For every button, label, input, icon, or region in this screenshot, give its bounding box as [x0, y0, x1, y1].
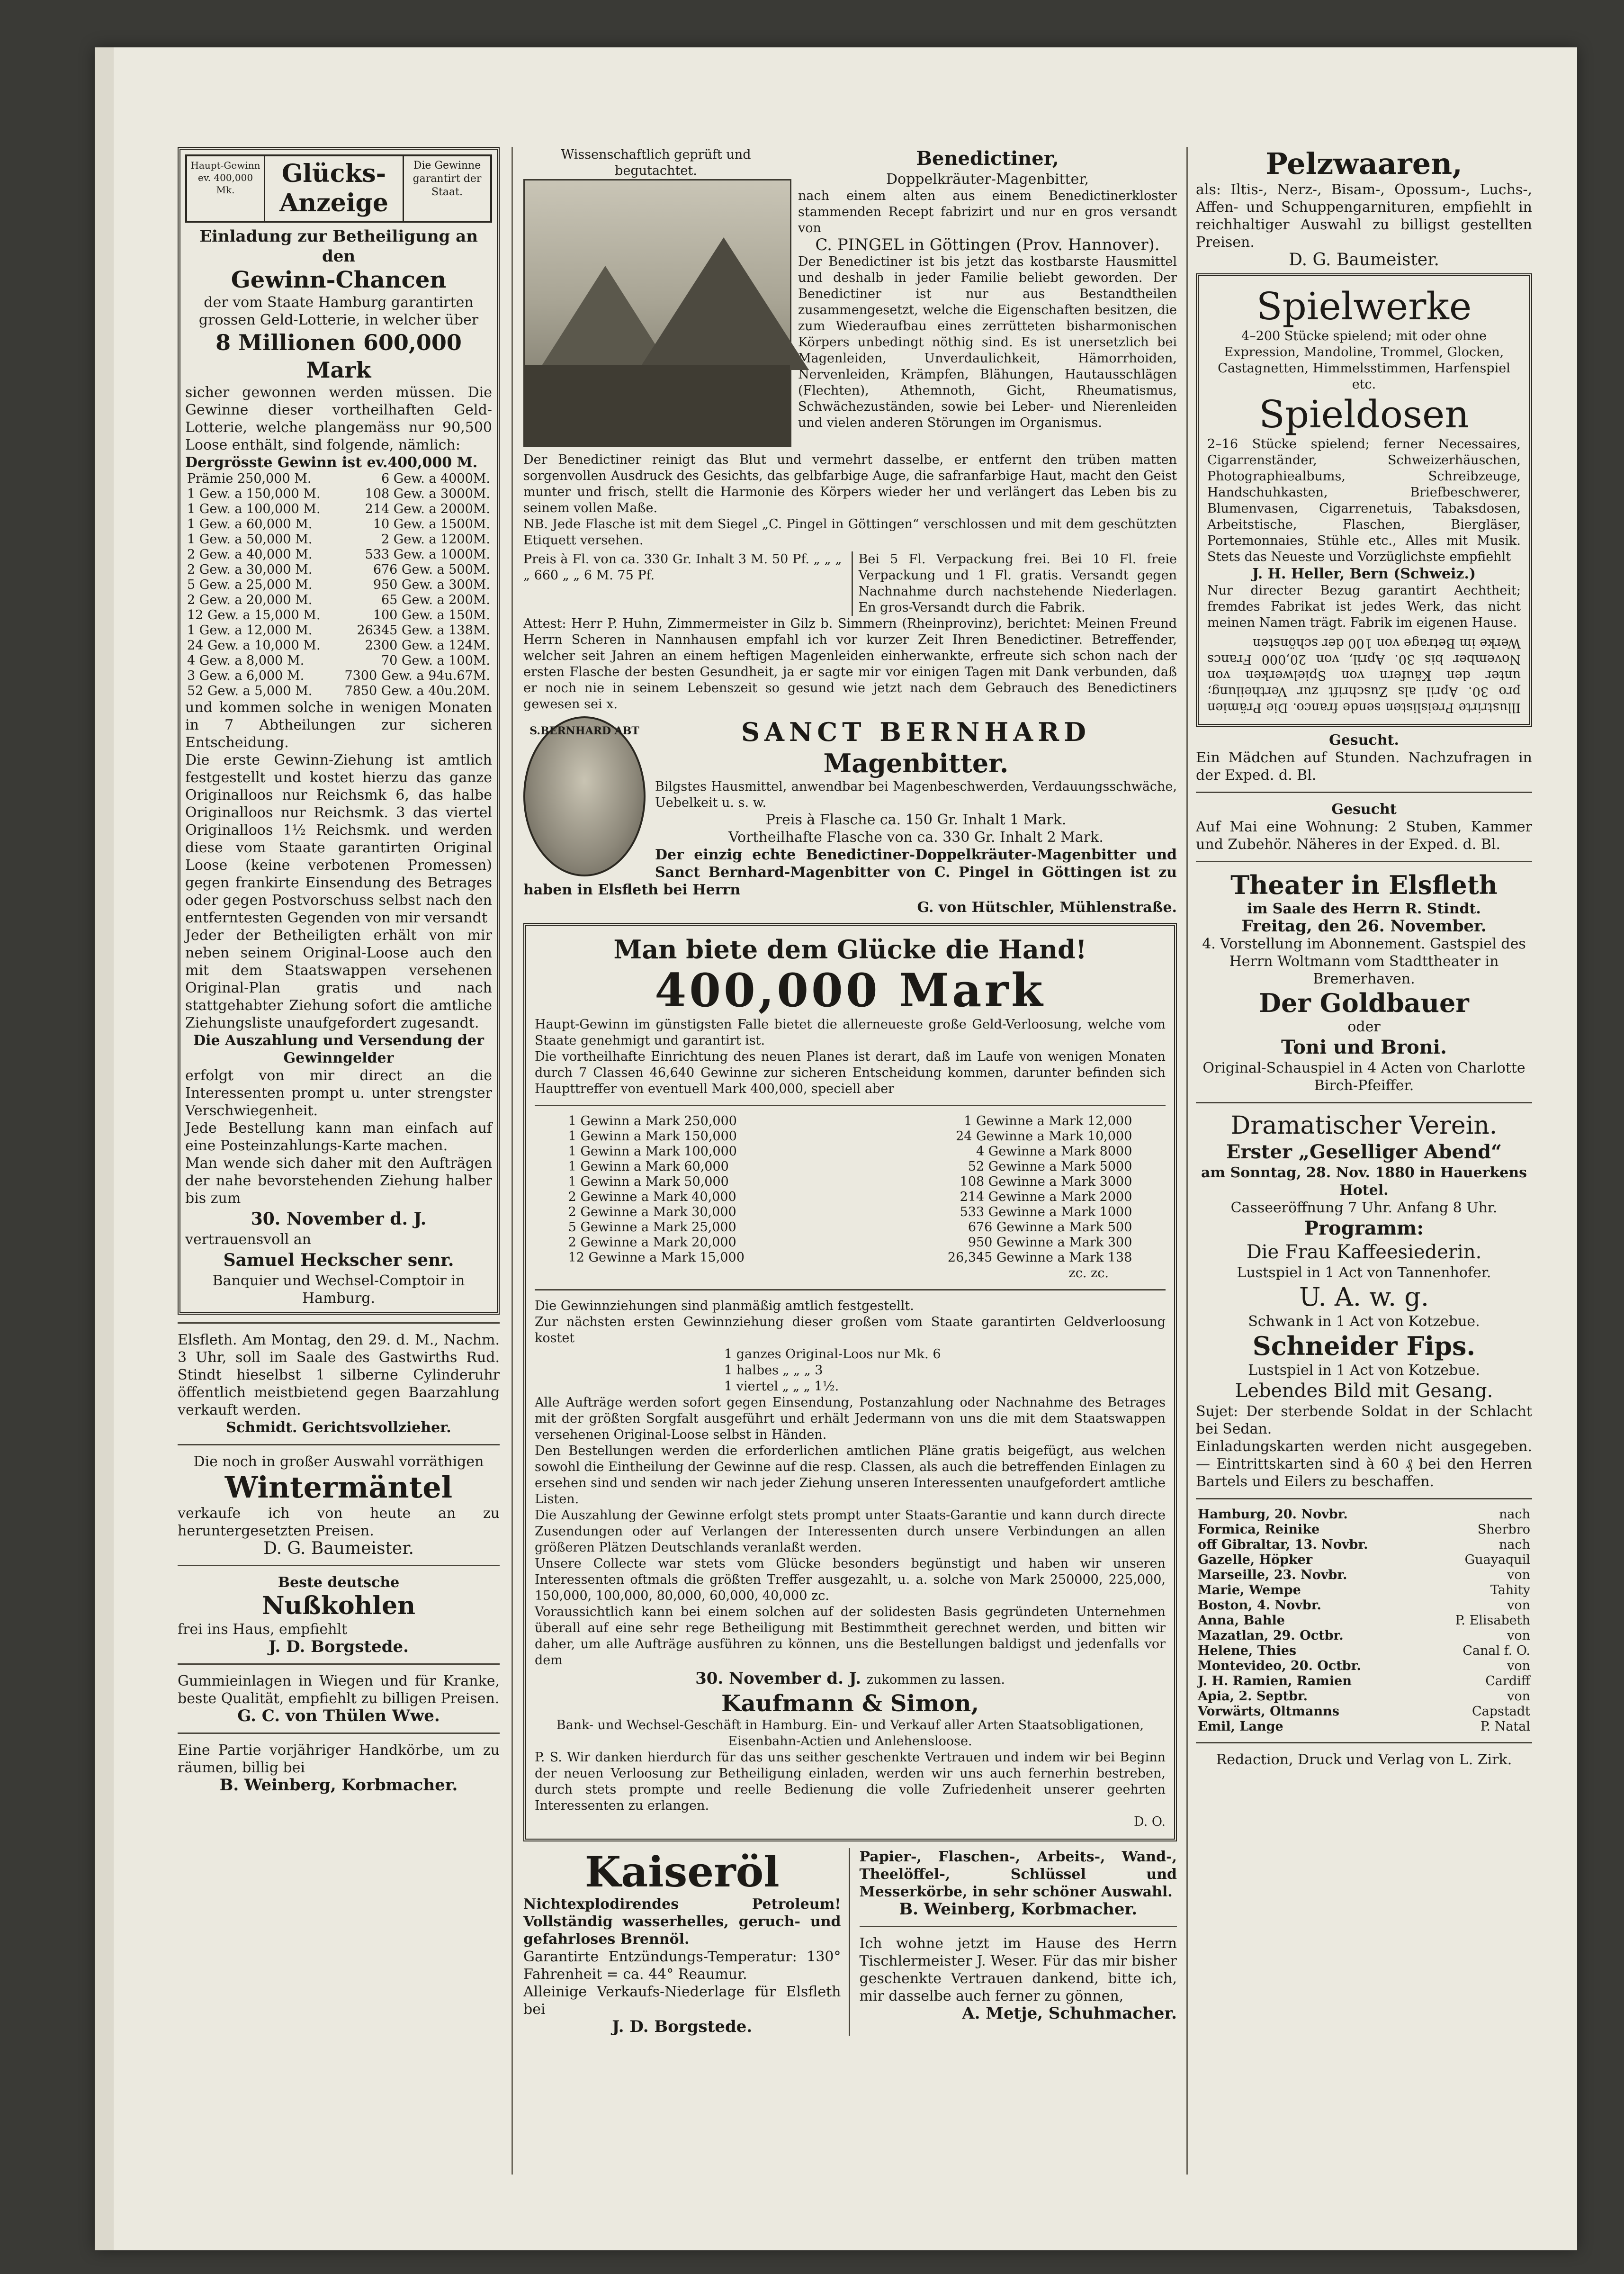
shipping-row — [1196, 1689, 1532, 1704]
prize-row — [185, 593, 492, 608]
prize-row-cell: 2300 Gew. a 124M. — [365, 638, 490, 653]
pelzwaaren-body: als: Iltis-, Nerz-, Bisam-, Opossum-, Luchs-, Affen- und Schuppengarnituren, empfiehlt in reichhaltiger Auswahl zu billigst gestellten Preisen. — [1196, 181, 1532, 251]
shipping-row-cell: von — [1507, 1598, 1530, 1613]
theater-venue: im Saale des Herrn R. Stindt. — [1247, 901, 1481, 917]
prize-row-cell: 214 Gew. a 2000M. — [365, 502, 490, 516]
bene-small-caption: Wissenschaftlich geprüft und begutachtet. — [561, 147, 751, 178]
programm-heading: Programm: — [1304, 1217, 1424, 1239]
medallion-label: S.BERNHARD ABT — [529, 725, 639, 737]
glueck-prize-row-cell: 676 Gewinne a Mark 500 — [968, 1220, 1132, 1235]
gummi-ad: Gummieinlagen in Wiegen und für Kranke, beste Qualität, empfiehlt zu billigen Preisen. — [178, 1673, 500, 1707]
monastery-illustration — [523, 179, 791, 447]
shipping-row-cell: J. H. Ramien, Ramien — [1198, 1674, 1352, 1688]
glueck-body-3: Die Gewinnziehungen sind planmäßig amtlich festgestellt. — [535, 1299, 914, 1313]
frau-heading: Die Frau Kaffeesiederin. — [1246, 1241, 1482, 1263]
divider — [535, 1289, 1166, 1290]
lottery-body-5: erfolgt von mir direct an die Interessenten prompt u. unter strengster Verschwiegenheit. — [185, 1067, 492, 1119]
dramatischer-verein-heading: Dramatischer Verein. — [1230, 1111, 1498, 1140]
sujet: Sujet: Der sterbende Soldat in der Schlacht bei Sedan. — [1196, 1403, 1532, 1437]
prize-row — [185, 668, 492, 684]
prize-row-cell: 7300 Gew. a 94u.67M. — [344, 668, 490, 683]
borgstede-signature: J. D. Borgstede. — [269, 1637, 409, 1656]
kaufmann-simon-name: Kaufmann & Simon, — [721, 1690, 979, 1717]
spieldosen-heading: Spieldosen — [1259, 392, 1469, 436]
prize-row — [185, 653, 492, 668]
glueck-title: Man biete dem Glücke die Hand! — [613, 934, 1087, 965]
garantie-label: Die Gewinne garantirt der Staat. — [413, 160, 482, 198]
shipping-row-cell: Vorwärts, Oltmanns — [1198, 1704, 1339, 1719]
shipping-row — [1196, 1704, 1532, 1719]
shipping-row-cell: Helene, Thies — [1198, 1643, 1297, 1658]
prize-row — [185, 608, 492, 623]
shipping-row-cell: nach — [1499, 1537, 1530, 1552]
beste-deutsche: Beste deutsche — [278, 1574, 400, 1591]
benedictiner-ad — [523, 147, 1177, 713]
glueck-prize-row-cell: 1 Gewinn a Mark 50,000 — [568, 1174, 729, 1189]
glueck-prize-row — [566, 1144, 1134, 1159]
lebendes-bild-heading: Lebendes Bild mit Gesang. — [1235, 1380, 1493, 1402]
glueck-prize-row — [566, 1159, 1134, 1174]
auction-notice: Elsfleth. Am Montag, den 29. d. M., Nachm. 3 Uhr, soll im Saale des Gastwirths Rud. Stindt hieselbst 1 silberne Cylinderuhr öffentlich meistbietend gegen Baarzahlung verkauft werden. — [178, 1332, 500, 1418]
borgstede-signature-2: J. D. Borgstede. — [612, 2017, 753, 2036]
prize-row-cell: 3 Gew. a 6,000 M. — [187, 668, 305, 683]
einladung-notice: Einladungskarten werden nicht ausgegeben. — Eintrittskarten sind à 60 ₰ bei den Herren Bartels und Eilers zu beschaffen. — [1196, 1438, 1532, 1490]
benedictiner-body-3: Der Benedictiner reinigt das Blut und vermehrt dasselbe, er entfernt den trüben matten sorgenvollen Ausdruck des Gesichts, das gelbfarbige Auge, die safranfarbige Haut, macht den Geist munter und frisch, stellt die Harmonie des Körpers wieder her und verlängert das Leben bis zu seinem vollen Maße. — [523, 452, 1177, 515]
divider — [1196, 792, 1532, 793]
glueck-price-1: 1 ganzes Original-Loos nur Mk. 6 — [724, 1347, 941, 1362]
wintermaentel-heading: Wintermäntel — [224, 1470, 453, 1505]
glueck-body-2: Die vortheilhafte Einrichtung des neuen Planes ist derart, daß im Laufe von wenigen Monaten durch 7 Classen 46,640 Gewinne zur sicheren Entscheidung kommen, darunter befinden sich Haupttreffer von eventuell Mark 400,000, speciell aber — [535, 1049, 1166, 1096]
shipping-row — [1196, 1507, 1532, 1522]
glueck-prize-row-cell: 2 Gewinne a Mark 30,000 — [568, 1205, 736, 1219]
prize-row-cell: 1 Gew. a 100,000 M. — [187, 502, 321, 516]
shipping-row-cell: Montevideo, 20. Octbr. — [1198, 1659, 1361, 1673]
shipping-row — [1196, 1628, 1532, 1643]
toni-body: Original-Schauspiel in 4 Acten von Charlotte Birch-Pfeiffer. — [1202, 1060, 1525, 1094]
benedictiner-body-2: Der Benedictiner ist bis jetzt das kostbarste Hausmittel und deshalb in jeder Familie beliebt geworden. Der Benedictiner ist nur aus Bestandtheilen zusammengesetzt, welche die Eigenschaften besitzen, die zum Wiederaufbau eines zerrütteten bisharmonischen Körpers unbedingt nöthig sind. Es ist unersetzlich bei Magenleiden, Unverdaulichkeit, Hämorrhoiden, Nervenleiden, Krämpfen, Blähungen, Hautausschlägen (Flechten), Athemnoth, Gicht, Rheumatismus, Schwächezuständen, sowie bei Leber- und Nierenleiden und vielen anderen Störungen im Organismus. — [798, 254, 1177, 430]
gluecks-anzeige-title: Glücks-Anzeige — [265, 156, 404, 221]
prize-row — [185, 638, 492, 653]
thuelen-signature: G. C. von Thülen Wwe. — [237, 1706, 440, 1725]
glueck-prize-row-cell: 1 Gewinne a Mark 12,000 — [964, 1114, 1132, 1128]
lottery-body-6: Jede Bestellung kann man einfach auf eine Posteinzahlungs-Karte machen. — [185, 1120, 492, 1154]
weinberg-metje-ads — [860, 1848, 1177, 2036]
nusskohlen-body: frei ins Haus, empfiehlt — [178, 1621, 348, 1638]
haupt-gewinn-label: Haupt-Gewinn ev. 400,000 Mk. — [187, 156, 265, 221]
glueck-prize-row — [566, 1190, 1134, 1205]
lottery-body-3: Die erste Gewinn-Ziehung ist amtlich festgestellt und kostet hierzu das ganze Originalloos nur Reichsmk 6, das halbe Originalloos nur Reichsmk. 3 das viertel Originalloos 1½ Reichsmk. und werden diese vom Staate garantirten Original Loose (keine verbotenen Promessen) gegen frankirte Einsendung des Betrages oder gegen Postvorschuss selbst nach den entferntesten Gegenden von mir versandt — [185, 752, 492, 926]
huetscher-name: G. von Hütschler, Mühlenstraße. — [917, 899, 1177, 916]
firm-name: Samuel Heckscher senr. — [223, 1250, 454, 1270]
shipping-row-cell: Sherbro — [1477, 1522, 1530, 1537]
oder-label: oder — [1347, 1019, 1381, 1035]
gesucht-body-2: Auf Mai eine Wohnung: 2 Stuben, Kammer und Zubehör. Näheres in der Exped. d. Bl. — [1196, 819, 1532, 853]
theater-date: Freitag, den 26. November. — [1241, 917, 1487, 936]
shipping-row-cell: von — [1507, 1568, 1530, 1582]
divider — [178, 1565, 500, 1566]
shipping-row-cell: Boston, 4. Novbr. — [1198, 1598, 1321, 1613]
glueck-body-7: Die Auszahlung der Gewinne erfolgt stets prompt unter Staats-Garantie und kann durch directe Zusendungen oder auf Verlangen der Interessenten durch unsere Verbindungen an allen größeren Plätzen Deutschlands veranlaßt werden. — [535, 1508, 1166, 1555]
postscript-signature: D. O. — [1134, 1814, 1166, 1829]
glueck-prize-table — [566, 1114, 1134, 1265]
groesster-gewinn: Dergrösste Gewinn ist ev.400,000 M. — [185, 454, 478, 471]
heller-inverted-notice: Illustrirte Preislisten sende franco. Die Prämien pro 30. April als Zuschrift zur Vertheilung; unter den Käufern von Spielwerken von November bis 30. April, von 20,000 Francs Werke im Betrage von 100 der schönsten — [1207, 636, 1521, 715]
shipping-row-cell: P. Natal — [1480, 1719, 1530, 1734]
vertrauensvoll: vertrauensvoll an — [185, 1231, 312, 1248]
prize-row-cell: 4 Gew. a 8,000 M. — [187, 653, 305, 668]
saint-bernhard-medallion — [523, 716, 646, 876]
glueck-prize-row-cell: 214 Gewinne a Mark 2000 — [960, 1190, 1132, 1204]
prize-row-cell: 2 Gew. a 1200M. — [381, 532, 490, 547]
prize-row-cell: 1 Gew. a 50,000 M. — [187, 532, 313, 547]
kaiseroel-heading: Kaiseröl — [584, 1847, 780, 1896]
glueck-prize-row-cell: 5 Gewinne a Mark 25,000 — [568, 1220, 736, 1235]
shipping-row-cell: Apia, 2. Septbr. — [1198, 1689, 1308, 1704]
prize-row-cell: 65 Gew. a 200M. — [381, 593, 490, 607]
prize-row — [185, 502, 492, 517]
shipping-row-cell: von — [1507, 1659, 1530, 1673]
prize-row-cell: 100 Gew. a 150M. — [373, 608, 490, 623]
shipping-row-cell: Marseille, 23. Novbr. — [1198, 1568, 1347, 1582]
column-3 — [1196, 147, 1532, 1769]
glueck-body-1: Haupt-Gewinn im günstigsten Falle bietet die allerneueste große Geld-Verloosung, welche vom Staate genehmigt und garantirt ist. — [535, 1017, 1166, 1048]
frau-body: Lustspiel in 1 Act von Tannenhofer. — [1237, 1264, 1491, 1281]
heller-body: Nur directer Bezug garantirt Aechtheit; fremdes Fabrikat ist jedes Werk, das nicht meinen Namen trägt. Fabrik im eigenen Hause. — [1207, 583, 1521, 630]
prize-row-cell: 70 Gew. a 100M. — [381, 653, 490, 668]
divider — [178, 1663, 500, 1665]
uawg-heading: U. A. w. g. — [1299, 1282, 1429, 1312]
prize-row — [185, 684, 492, 699]
erster-abend-heading: Erster „Geselliger Abend“ — [1226, 1141, 1502, 1163]
glueck-postscript: P. S. Wir danken hierdurch für das uns seither geschenkte Vertrauen und indem wir bei Beginn der neuen Verloosung zur Betheiligung einladen, werden wir uns auch fernerhin bestreben, durch stets prompte und reelle Bedienung die volle Zufriedenheit unserer geehrten Interessenten zu erlangen. — [535, 1750, 1166, 1813]
prize-row — [185, 487, 492, 502]
shipping-row — [1196, 1674, 1532, 1689]
gewinn-chancen-heading: Gewinn-Chancen — [231, 267, 447, 293]
schneider-body: Lustspiel in 1 Act von Kotzebue. — [1248, 1362, 1480, 1379]
shipping-row-cell: Formica, Reinike — [1198, 1522, 1320, 1537]
glueck-prize-row — [566, 1250, 1134, 1265]
prize-row — [185, 578, 492, 593]
prize-row-cell: 108 Gew. a 3000M. — [365, 487, 490, 501]
einladung-heading: Einladung zur Betheiligung an den — [199, 227, 478, 266]
prize-row-cell: 1 Gew. a 60,000 M. — [187, 517, 313, 532]
prize-row-cell: 1 Gew. a 150,000 M. — [187, 487, 321, 501]
toni-heading: Toni und Broni. — [1281, 1036, 1447, 1058]
sanct-bernhard-ad — [523, 716, 1177, 916]
prize-row-cell: 5 Gew. a 25,000 M. — [187, 578, 313, 592]
divider — [1196, 1102, 1532, 1103]
shipping-row — [1196, 1552, 1532, 1568]
metje-body: Ich wohne jetzt im Hause des Herrn Tischlermeister J. Weser. Für das mir bisher geschenkte Vertrauen dankend, bitte ich, mir dasselbe auch ferner zu gönnen, — [859, 1935, 1177, 2004]
kaufmann-simon-description: Bank- und Wechsel-Geschäft in Hamburg. Ein- und Verkauf aller Arten Staatsobligationen, Eisenbahn-Actien und Anlehensloose. — [556, 1718, 1144, 1749]
glueck-body-9: Voraussichtlich kann bei einem solchen auf der solidesten Basis gegründeten Unternehmen überall auf eine sehr rege Betheiligung mit Bestimmtheit gerechnet werden, und bitten wir daher, um alle Aufträge ausführen zu können, uns die Bestellungen baldigst und jedenfalls vor dem — [535, 1605, 1166, 1668]
schmidt-signature: Schmidt. Gerichtsvollzieher. — [226, 1419, 451, 1436]
shipping-row — [1196, 1583, 1532, 1598]
baumeister-signature: D. G. Baumeister. — [263, 1539, 414, 1558]
column-rule — [1186, 147, 1188, 2175]
prize-row-cell: 676 Gew. a 500M. — [373, 562, 490, 577]
benedictiner-shipping: Bei 5 Fl. Verpackung frei. Bei 10 Fl. freie Verpackung und 1 Fl. gratis. Versandt gegen Nachnahme durch nachstehende Niederlagen. En gros-Versandt durch die Fabrik. — [852, 551, 1177, 616]
glueck-prize-row-cell: 108 Gewinne a Mark 3000 — [960, 1174, 1132, 1189]
metje-signature: A. Metje, Schuhmacher. — [962, 2004, 1177, 2023]
glueck-prize-row — [566, 1235, 1134, 1250]
prize-row-cell: Prämie 250,000 M. — [187, 471, 312, 486]
sanct-body-2: Der einzig echte Benedictiner-Doppelkräuter-Magenbitter und Sanct Bernhard-Magenbitter von C. Pingel in Göttingen ist zu haben in Elsfleth bei Herrn — [523, 847, 1177, 898]
glueck-amount: 400,000 Mark — [655, 964, 1046, 1017]
prize-row-cell: 2 Gew. a 40,000 M. — [187, 547, 313, 562]
prize-row-cell: 26345 Gew. a 138M. — [357, 623, 490, 638]
prize-row-cell: 1 Gew. a 12,000 M. — [187, 623, 313, 638]
shipping-row-cell: nach — [1499, 1507, 1530, 1522]
prize-row-cell: 10 Gew. a 1500M. — [373, 517, 490, 532]
deadline-date: 30. November d. J. — [251, 1209, 427, 1229]
shipping-row-cell: Cardiff — [1485, 1674, 1530, 1688]
prize-row-cell: 52 Gew. a 5,000 M. — [187, 684, 313, 698]
shipping-row-cell: Anna, Bahle — [1198, 1613, 1285, 1628]
shipping-row — [1196, 1613, 1532, 1628]
mountain-shape — [638, 237, 809, 370]
heller-name: J. H. Heller, Bern (Schweiz.) — [1252, 566, 1476, 582]
gluecks-anzeige-ad — [178, 147, 500, 1315]
shipping-row-cell: Emil, Lange — [1198, 1719, 1283, 1734]
prize-row-cell: 12 Gew. a 15,000 M. — [187, 608, 321, 623]
benedictiner-body: nach einem alten aus einem Benedictinerkloster stammenden Recept fabrizirt und nur en gros versandt von — [798, 189, 1177, 235]
spieldosen-body: 2–16 Stücke spielend; ferner Necessaires, Cigarrenständer, Schweizerhäuschen, Photographiealbums, Schreibzeuge, Handschuhkasten, Briefbeschwerer, Blumenvasen, Cigarrenetuis, Tabaksdosen, Arbeitstische, Flaschen, Biergläser, Portemonnaies, Stühle etc., Alles mit Musik. Stets das Neueste und Vorzüglichste empfiehlt — [1207, 437, 1521, 564]
shipping-row-cell: P. Elisabeth — [1455, 1613, 1530, 1628]
glueck-prize-row-cell: 4 Gewinne a Mark 8000 — [976, 1144, 1132, 1159]
gesucht-body-1: Ein Mädchen auf Stunden. Nachzufragen in der Exped. d. Bl. — [1196, 749, 1532, 784]
shipping-row-cell: Mazatlan, 29. Octbr. — [1198, 1628, 1344, 1643]
lottery-intro: der vom Staate Hamburg garantirten grossen Geld-Lotterie, in welcher über — [198, 294, 479, 328]
benedictiner-attest: Attest: Herr P. Huhn, Zimmermeister in Gilz b. Simmern (Rheinprovinz), berichtet: Meinen Freund Herrn Scheren in Nannhausen empfahl ich vor kurzer Zeit Ihren Benedictiner. Betreffender, welcher seit Jahren an einem heftigen Magenleiden einherwankte, erfreute sich schon nach der ersten Flasche der besten Gesundheit, ja er sagte mir vor einigen Tagen mit Dank verbunden, daß er noch nie in seinem Lebenszeit so gesund wie jetzt nach dem Gebrauch des Benedictiners gewesen sei x. — [523, 616, 1177, 712]
prize-row-cell: 24 Gew. a 10,000 M. — [187, 638, 321, 653]
glueck-price-2: 1 halbes „ „ „ 3 — [724, 1363, 823, 1378]
shipping-row-cell: Capstadt — [1472, 1704, 1530, 1719]
sanct-bernhard-heading: SANCT BERNHARD — [741, 717, 1091, 747]
theater-body: 4. Vorstellung im Abonnement. Gastspiel des Herrn Woltmann vom Stadttheater in Bremerhaven. — [1202, 936, 1526, 987]
glueck-date-after: zukommen zu lassen. — [866, 1672, 1005, 1687]
divider — [1196, 1498, 1532, 1499]
glueck-etc: zc. zc. — [1068, 1266, 1109, 1281]
divider — [178, 1444, 500, 1445]
divider — [178, 1733, 500, 1734]
shipping-row-cell: von — [1507, 1628, 1530, 1643]
benedictiner-subtitle: Doppelkräuter-Magenbitter, — [886, 171, 1089, 188]
winter-intro: Die noch in großer Auswahl vorräthigen — [193, 1453, 484, 1470]
prize-row-cell: 7850 Gew. a 40u.20M. — [344, 684, 490, 698]
kaiseroel-body-3: Alleinige Verkaufs-Niederlage für Elsfleth bei — [523, 1984, 841, 2018]
lottery-body-4: Jeder der Betheiligten erhält von mir neben seinem Original-Loose auch den mit dem Staatswappen versehenen Original-Plan gratis und nach stattgehabter Ziehung sofort die amtliche Ziehungsliste unaufgefordert zugesandt. — [185, 927, 492, 1031]
prize-row-cell: 950 Gew. a 300M. — [373, 578, 490, 592]
shipping-row-cell: von — [1507, 1689, 1530, 1704]
benedictiner-price: Preis à Fl. von ca. 330 Gr. Inhalt 3 M. 50 Pf. „ „ „ „ 660 „ „ 6 M. 75 Pf. — [523, 552, 842, 583]
kaiseroel-body: Nichtexplodirendes Petroleum! Vollständig wasserhelles, geruch- und gefahrloses Brennöl. — [523, 1896, 841, 1948]
kaiseroel-body-2: Garantirte Entzündungs-Temperatur: 130° Fahrenheit = ca. 44° Reaumur. — [523, 1949, 841, 1983]
pelzwaaren-heading: Pelzwaaren, — [1265, 146, 1462, 181]
page-edge — [95, 47, 114, 2250]
shipping-row-cell: Gazelle, Höpker — [1198, 1552, 1313, 1567]
prize-table — [185, 471, 492, 699]
weinberg-signature-2: B. Weinberg, Korbmacher. — [899, 1900, 1138, 1919]
bottom-ads-row — [523, 1848, 1177, 2036]
glueck-prize-row — [566, 1220, 1134, 1235]
magenbitter-heading: Magenbitter. — [823, 748, 1009, 778]
baumeister-signature-2: D. G. Baumeister. — [1289, 250, 1439, 270]
glueck-body-5: Alle Aufträge werden sofort gegen Einsendung, Postanzahlung oder Nachnahme des Betrages mit der größten Sorgfalt ausgeführt und erhält Jedermann von uns die mit dem Staatswappen versehenen Original-Loose selbst in Händen. — [535, 1395, 1166, 1442]
prize-row-cell: 533 Gew. a 1000M. — [365, 547, 490, 562]
winter-body: verkaufe ich von heute an zu heruntergesetzten Preisen. — [178, 1505, 500, 1539]
theater-heading: Theater in Elsfleth — [1230, 870, 1498, 900]
shipping-table — [1196, 1507, 1532, 1734]
lottery-body-1: sicher gewonnen werden müssen. Die Gewinne dieser vortheilhaften Geld-Lotterie, welche plangemäss nur 90,500 Loose enthält, sind folgende, nämlich: — [185, 384, 492, 453]
spielwerke-heading: Spielwerke — [1256, 284, 1472, 328]
glueck-lottery-ad — [523, 923, 1177, 1841]
papier-ad: Papier-, Flaschen-, Arbeits-, Wand-, Theelöffel-, Schlüssel und Messerkörbe, in sehr schöner Auswahl. — [859, 1849, 1177, 1900]
glueck-prize-row-cell: 533 Gewinne a Mark 1000 — [960, 1205, 1132, 1219]
uawg-body: Schwank in 1 Act von Kotzebue. — [1248, 1313, 1480, 1330]
shipping-row-cell: Guayaquil — [1464, 1552, 1530, 1567]
impressum: Redaction, Druck und Verlag von L. Zirk. — [1216, 1751, 1512, 1768]
glueck-prize-row-cell: 1 Gewinn a Mark 250,000 — [568, 1114, 737, 1128]
heller-spielwerke-ad — [1196, 273, 1532, 727]
prize-row-cell: 2 Gew. a 20,000 M. — [187, 593, 313, 607]
glueck-prize-row-cell: 24 Gewinne a Mark 10,000 — [956, 1129, 1132, 1144]
glueck-price-3: 1 viertel „ „ „ 1½. — [724, 1379, 839, 1394]
shipping-row — [1196, 1598, 1532, 1613]
weinberg-signature: B. Weinberg, Korbmacher. — [219, 1776, 458, 1795]
prize-row-cell: 6 Gew. a 4000M. — [381, 471, 490, 486]
gluecks-anzeige-header — [185, 154, 492, 223]
newspaper-page — [95, 47, 1577, 2250]
lottery-body-2: und kommen solche in wenigen Monaten in 7 Abtheilungen zur sicheren Entscheidung. — [185, 699, 492, 751]
goldbauer-heading: Der Goldbauer — [1259, 988, 1469, 1018]
glueck-body-6: Den Bestellungen werden die erforderlichen amtlichen Pläne gratis beigefügt, aus welchen sowohl die Eintheilung der Gewinne auf die resp. Classen, als auch die betreffenden Einlagen zu ersehen sind und senden wir nach jeder Ziehung unseren Interessenten unaufgefordert amtliche Listen. — [535, 1444, 1166, 1507]
gesucht-heading-2: Gesucht — [1331, 801, 1397, 818]
firm-description: Banquier und Wechsel-Comptoir in Hamburg. — [212, 1272, 465, 1307]
glueck-prize-row — [566, 1114, 1134, 1129]
sanct-price: Preis à Flasche ca. 150 Gr. Inhalt 1 Mark. — [765, 812, 1067, 828]
dram-date: am Sonntag, 28. Nov. 1880 in Hauerkens Hotel. — [1201, 1164, 1527, 1199]
glueck-body-4: Zur nächsten ersten Gewinnziehung dieser großen vom Staate garantirten Geldverloosung kostet — [535, 1315, 1166, 1345]
cassen-time: Casseeröffnung 7 Uhr. Anfang 8 Uhr. — [1230, 1200, 1498, 1216]
ground-shape — [525, 365, 790, 446]
shipping-row-cell: off Gibraltar, 13. Novbr. — [1198, 1537, 1368, 1552]
column-2 — [523, 147, 1177, 2036]
spielwerke-body: 4–200 Stücke spielend; mit oder ohne Expression, Mandoline, Trommel, Glocken, Castagnetten, Himmelsstimmen, Harfenspiel etc. — [1218, 329, 1510, 392]
glueck-prize-row — [566, 1129, 1134, 1144]
glueck-prize-row-cell: 12 Gewinne a Mark 15,000 — [568, 1250, 745, 1265]
handkoerbe-ad: Eine Partie vorjähriger Handkörbe, um zu räumen, billig bei — [178, 1742, 500, 1776]
nusskohlen-heading: Nußkohlen — [261, 1591, 415, 1620]
prize-row — [185, 547, 492, 562]
sanct-price-2: Vortheilhafte Flasche von ca. 330 Gr. Inhalt 2 Mark. — [728, 829, 1104, 846]
shipping-row — [1196, 1719, 1532, 1734]
glueck-prize-row-cell: 950 Gewinne a Mark 300 — [968, 1235, 1132, 1250]
benedictiner-nb: NB. Jede Flasche ist mit dem Siegel „C. Pingel in Göttingen“ verschlossen und mit dem geschützten Etiquett versehen. — [523, 517, 1177, 548]
glueck-prize-row-cell: 52 Gewinne a Mark 5000 — [968, 1159, 1132, 1174]
glueck-prize-row — [566, 1174, 1134, 1190]
prize-row — [185, 471, 492, 487]
shipping-row-cell: Tahity — [1490, 1583, 1530, 1597]
divider — [178, 1322, 500, 1324]
pingel-name: C. PINGEL in Göttingen (Prov. Hannover). — [815, 235, 1160, 254]
column-1 — [178, 147, 500, 1794]
glueck-prize-row-cell: 1 Gewinn a Mark 100,000 — [568, 1144, 737, 1159]
prize-row — [185, 562, 492, 578]
glueck-body-8: Unsere Collecte war stets vom Glücke besonders begünstigt und haben wir unseren Interessenten oftmals die größten Treffer ausgezahlt, u. a. solche von Mark 250000, 225,000, 150,000, 100,000, 80,000, 60,000, 40,000 zc. — [535, 1556, 1166, 1603]
divider — [1196, 861, 1532, 862]
shipping-row-cell: Marie, Wempe — [1198, 1583, 1301, 1597]
shipping-row — [1196, 1659, 1532, 1674]
schneider-heading: Schneider Fips. — [1252, 1331, 1476, 1361]
kaiseroel-ad — [523, 1848, 850, 2036]
glueck-prize-row-cell: 1 Gewinn a Mark 150,000 — [568, 1129, 737, 1144]
divider — [1196, 1742, 1532, 1743]
shipping-row-cell: Hamburg, 20. Novbr. — [1198, 1507, 1348, 1522]
prize-row — [185, 517, 492, 532]
auszahlung-heading: Die Auszahlung und Versendung der Gewinngelder — [193, 1032, 484, 1066]
glueck-prize-row — [566, 1205, 1134, 1220]
shipping-row — [1196, 1643, 1532, 1659]
shipping-row — [1196, 1522, 1532, 1537]
glueck-prize-row-cell: 2 Gewinne a Mark 40,000 — [568, 1190, 736, 1204]
prize-row — [185, 532, 492, 547]
gesucht-heading-1: Gesucht. — [1329, 732, 1399, 749]
shipping-row-cell: Canal f. O. — [1462, 1643, 1530, 1658]
sanct-body: Bilgstes Hausmittel, anwendbar bei Magenbeschwerden, Verdauungsschwäche, Uebelkeit u. s. w. — [655, 779, 1177, 810]
divider — [860, 1926, 1177, 1927]
glueck-prize-row-cell: 26,345 Gewinne a Mark 138 — [947, 1250, 1132, 1265]
millionen-heading: 8 Millionen 600,000 Mark — [215, 330, 462, 383]
shipping-row — [1196, 1568, 1532, 1583]
glueck-prize-row-cell: 2 Gewinne a Mark 20,000 — [568, 1235, 736, 1250]
lottery-body-7: Man wende sich daher mit den Aufträgen der nahe bevorstehenden Ziehung halber bis zum — [185, 1155, 492, 1207]
prize-row — [185, 623, 492, 638]
column-rule — [511, 147, 513, 2175]
divider — [535, 1105, 1166, 1106]
benedictiner-title: Benedictiner, — [916, 147, 1059, 170]
glueck-prize-row-cell: 1 Gewinn a Mark 60,000 — [568, 1159, 729, 1174]
prize-row-cell: 2 Gew. a 30,000 M. — [187, 562, 313, 577]
glueck-date: 30. November d. J. — [695, 1669, 861, 1688]
shipping-row — [1196, 1537, 1532, 1552]
